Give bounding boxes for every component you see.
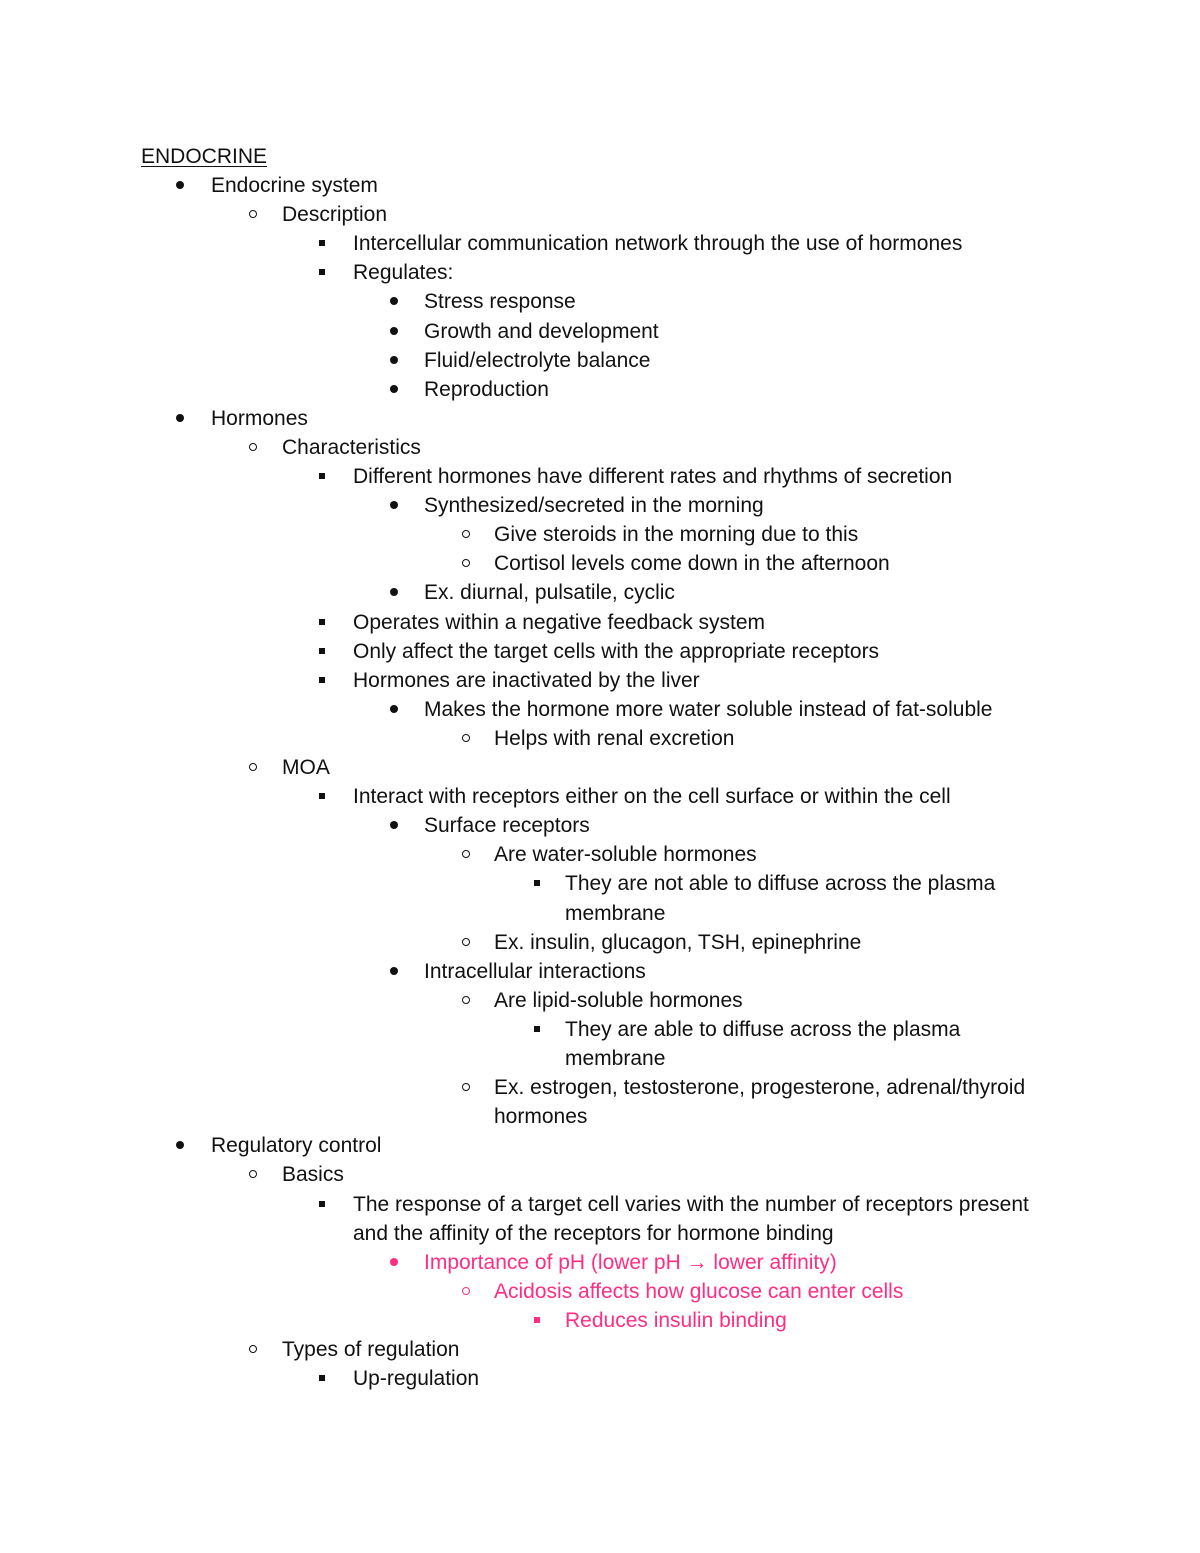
- outline-item: [0, 812, 1200, 840]
- outline-item: [0, 1103, 1200, 1131]
- bullet-disc-icon: [385, 1249, 403, 1277]
- outline-item: [0, 376, 1200, 404]
- outline-item-text: Synthesized/secreted in the morning: [424, 494, 764, 518]
- outline-item: [0, 347, 1200, 375]
- bullet-circle-icon: [457, 987, 475, 1015]
- bullet-disc-icon: [385, 958, 403, 986]
- bullet-circle-icon: [244, 201, 262, 229]
- outline-item-text: Importance of pH (lower pH → lower affinity): [424, 1250, 837, 1274]
- outline-item: [0, 318, 1200, 346]
- outline-item: [0, 638, 1200, 666]
- bullet-disc-icon: [171, 1132, 189, 1160]
- outline-item: [0, 1191, 1200, 1219]
- bullet-disc-icon: [385, 318, 403, 346]
- outline-item-text: Ex. estrogen, testosterone, progesterone, adrenal/thyroid: [494, 1076, 1026, 1100]
- outline-item: [0, 900, 1200, 928]
- outline-item: [0, 1161, 1200, 1189]
- bullet-disc-icon: [385, 288, 403, 316]
- outline-item: [0, 696, 1200, 724]
- bullet-square-icon: [313, 638, 331, 666]
- outline-item-text: Regulates:: [353, 261, 454, 285]
- bullet-circle-icon: [457, 550, 475, 578]
- outline-item: [0, 492, 1200, 520]
- outline-item-text: Give steroids in the morning due to this: [494, 523, 859, 547]
- outline-item-text: Cortisol levels come down in the afternoon: [494, 552, 890, 576]
- outline-item: [0, 725, 1200, 753]
- outline-item-text: Up-regulation: [353, 1367, 480, 1391]
- outline-item-text: Operates within a negative feedback system: [353, 610, 766, 634]
- outline-item-text: MOA: [282, 756, 330, 779]
- outline-item-text: Different hormones have different rates and rhythms of secretion: [353, 465, 953, 488]
- outline-item: [0, 434, 1200, 462]
- bullet-square-icon: [528, 1016, 546, 1044]
- outline-item: [0, 259, 1200, 287]
- bullet-disc-icon: [171, 405, 189, 433]
- outline-item-text: Basics: [282, 1163, 344, 1187]
- outline-item-text: Reduces insulin binding: [565, 1308, 787, 1332]
- bullet-square-icon: [313, 667, 331, 695]
- outline-item: [0, 1045, 1200, 1073]
- outline-item: [0, 550, 1200, 578]
- outline-item: [0, 230, 1200, 258]
- bullet-disc-icon: [385, 579, 403, 607]
- outline-item-text: Hormones are inactivated by the liver: [353, 668, 700, 692]
- bullet-circle-icon: [457, 841, 475, 869]
- outline-item: [0, 463, 1200, 491]
- outline-item-text: Fluid/electrolyte balance: [424, 348, 651, 372]
- outline-item-text: They are not able to diffuse across the plasma: [565, 872, 996, 896]
- outline-item-text: Hormones: [211, 406, 308, 430]
- outline-item-text: Types of regulation: [282, 1338, 460, 1361]
- outline-item: [0, 1016, 1200, 1044]
- bullet-circle-icon: [457, 929, 475, 957]
- bullet-square-icon: [313, 1365, 331, 1393]
- bullet-disc-icon: [385, 347, 403, 375]
- outline-item: [0, 870, 1200, 898]
- outline-item: [0, 929, 1200, 957]
- outline-item: [0, 521, 1200, 549]
- bullet-circle-icon: [244, 754, 262, 782]
- outline-item: [0, 172, 1200, 200]
- bullet-square-icon: [313, 609, 331, 637]
- outline-item: [0, 201, 1200, 229]
- outline-item-text: membrane: [565, 901, 666, 925]
- outline-item-text: Surface receptors: [424, 814, 590, 838]
- bullet-circle-icon: [457, 1074, 475, 1102]
- outline-item-text: Regulatory control: [211, 1134, 382, 1158]
- outline-item: [0, 579, 1200, 607]
- document-title: ENDOCRINE: [141, 145, 268, 168]
- bullet-square-icon: [313, 259, 331, 287]
- outline-item-text: Are lipid-soluble hormones: [494, 988, 743, 1012]
- outline-item: [0, 1278, 1200, 1306]
- bullet-square-icon: [313, 230, 331, 258]
- outline-item-text: Growth and development: [424, 319, 659, 343]
- outline-item: [0, 1074, 1200, 1102]
- outline-item: [0, 288, 1200, 316]
- outline-item: [0, 987, 1200, 1015]
- bullet-circle-icon: [244, 1336, 262, 1364]
- outline-item: [0, 754, 1200, 782]
- bullet-disc-icon: [385, 376, 403, 404]
- bullet-disc-icon: [171, 172, 189, 200]
- outline-item-text: Intercellular communication network through the use of hormones: [353, 232, 963, 256]
- outline-item: [0, 405, 1200, 433]
- bullet-circle-icon: [457, 1278, 475, 1306]
- outline-item-text: They are able to diffuse across the plasma: [565, 1017, 961, 1041]
- outline-item-text: Endocrine system: [211, 174, 378, 197]
- bullet-square-icon: [313, 463, 331, 491]
- bullet-square-icon: [528, 1307, 546, 1335]
- outline-item: [0, 1249, 1200, 1277]
- outline-item-text: Helps with renal excretion: [494, 726, 735, 750]
- bullet-circle-icon: [457, 521, 475, 549]
- outline-item-text: hormones: [494, 1105, 588, 1129]
- outline-item: [0, 1220, 1200, 1248]
- bullet-disc-icon: [385, 492, 403, 520]
- bullet-square-icon: [313, 1191, 331, 1219]
- outline-item: [0, 609, 1200, 637]
- outline-item-text: Only affect the target cells with the appropriate receptors: [353, 639, 880, 663]
- outline-item: [0, 667, 1200, 695]
- bullet-square-icon: [528, 870, 546, 898]
- outline-item: [0, 958, 1200, 986]
- outline-item-text: membrane: [565, 1047, 666, 1070]
- bullet-disc-icon: [385, 696, 403, 724]
- outline-item-text: Stress response: [424, 290, 576, 314]
- outline-item-text: Acidosis affects how glucose can enter cells: [494, 1279, 904, 1303]
- bullet-circle-icon: [244, 1161, 262, 1189]
- outline-item-text: Ex. insulin, glucagon, TSH, epinephrine: [494, 930, 862, 954]
- outline-item-text: Characteristics: [282, 435, 421, 459]
- outline-item-text: and the affinity of the receptors for hormone binding: [353, 1221, 834, 1245]
- outline-item-text: Are water-soluble hormones: [494, 843, 757, 867]
- outline-item-text: The response of a target cell varies with the number of receptors present: [353, 1192, 1029, 1216]
- outline-item: [0, 1132, 1200, 1160]
- bullet-disc-icon: [385, 812, 403, 840]
- outline-item: [0, 841, 1200, 869]
- bullet-circle-icon: [457, 725, 475, 753]
- bullet-circle-icon: [244, 434, 262, 462]
- outline-item-text: Ex. diurnal, pulsatile, cyclic: [424, 581, 675, 605]
- outline-item-text: Reproduction: [424, 377, 549, 401]
- outline-item: [0, 1365, 1200, 1393]
- outline-item: [0, 1336, 1200, 1364]
- outline-item: [0, 1307, 1200, 1335]
- outline-item-text: Description: [282, 203, 388, 227]
- outline-item-text: Interact with receptors either on the cell surface or within the cell: [353, 785, 951, 809]
- outline-item-text: Intracellular interactions: [424, 959, 646, 983]
- bullet-square-icon: [313, 783, 331, 811]
- outline-item-text: Makes the hormone more water soluble instead of fat-soluble: [424, 697, 993, 721]
- outline-item: [0, 783, 1200, 811]
